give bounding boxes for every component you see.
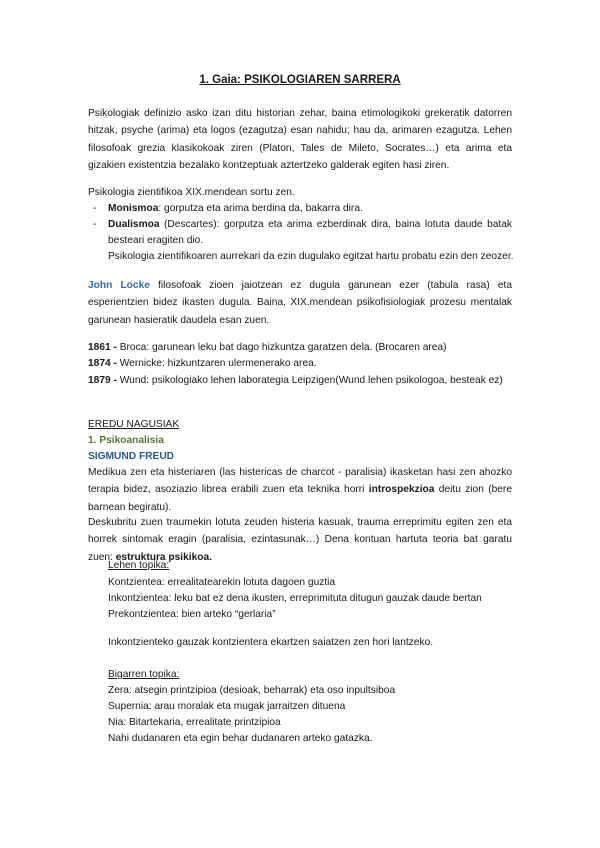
freud-p1-term: introspekzioa [368,484,435,496]
freud-paragraph-1 [88,464,512,516]
timeline-year: 1874 - [88,358,117,369]
page-title: 1. Gaia: PSIKOLOGIAREN SARRERA [199,74,401,86]
bullet-monismoa [108,201,512,217]
second-topic-item: Nahi dudanaren eta egin behar dudanaren arteko gatazka. [108,733,373,744]
second-topic-item: Supernia: arau moralak eta mugak jarraitzen dituena [108,701,346,712]
first-topic-heading: Lehen topika: [108,560,170,571]
first-topic-item: Prekontzientea: bien arteko “gerlaria” [108,609,276,620]
first-topic-note: Inkontzienteko gauzak kontzientera ekartzen saiatzen zen hori lantzeko. [108,637,434,648]
first-topic-item: Inkontzientea: leku bat ez dena ikusten, erreprimituta ditugun gauzak daude bertan [108,593,482,604]
timeline-item [88,341,447,355]
timeline-year: 1879 - [88,375,117,386]
second-topic-item: Nia: Bitartekaria, errealitate printzipioa [108,717,281,728]
locke-name: John Locke [88,280,150,291]
freud-p2-term: estruktura psikikoa. [115,551,213,563]
timeline-year: 1861 - [88,342,117,353]
timeline-text: Wund: psikologiako lehen laborategia Leipzigen(Wund lehen psikologoa, besteak ez) [119,375,503,386]
bullet-term: Monismoa [108,203,159,214]
bullet-dash: - [93,203,97,214]
bullet-term: Dualismoa [108,219,160,230]
second-topic-item: Zera: atsegin printzipioa (desioak, beharrak) eta oso inpultsiboa [108,685,396,696]
freud-p1-end: deitu zion (bere barnean begiratu). [88,484,512,513]
precedent-line: Psikologia zientifikoaren aurrekari da ezin dugulako egitzat hartu probatu ezin den zeozer. [108,251,514,262]
timeline-item [88,357,317,371]
freud-heading: SIGMUND FREUD [88,451,175,462]
timeline-text: Wernicke: hizkuntzaren ulermenerako area. [119,358,317,369]
locke-paragraph [88,277,512,329]
bullet-text: : gorputza eta arima berdina da, bakarra dira. [158,203,363,214]
bullet-dash: - [93,219,97,230]
freud-p1-text: Medikua zen eta histeriaren (las histericas de charcot - paralisia) ikasketan hasi zen ahozko terapia bidez, asoziazio librea erabili zuen eta teknika horri [88,467,512,496]
locke-text: filosofoak zioen jaiotzean ez dugula garunean ezer (tabula rasa) eta esperientzien bidez ikasten dugula. Baina, XIX.mendean psikofisiologiak prozesu mentalak garunean hasieratik daudela esan zuen. [88,280,512,326]
first-topic-item: Kontzientea: errealitatearekin lotuta dagoen guztia [108,577,336,588]
bullet-dualismoa [108,217,512,249]
second-topic-heading: Bigarren topika: [108,669,180,680]
psikoanalisia-heading: 1. Psikoanalisia [88,435,164,446]
models-heading: EREDU NAGUSIAK [88,419,180,430]
scientific-line: Psikologia zientifikoa XIX.mendean sortu zen. [88,187,295,198]
timeline-text: Broca: garunean leku bat dago hizkuntza garatzen dela. (Brocaren area) [119,342,447,353]
intro-paragraph: Psikologiak definizio asko izan ditu historian zehar, baina etimologikoki grekeratik datorren hitzak, psyche (arima) eta logos (ezagutza) esan nahidu; hau da, arimaren ezagutza. Lehen filosofoak grezia klasikokoak ziren (Platon, Tales de Mileto, Socrates…) eta arima eta gizakien existentzia bezalako kontzeptuak aztertzeko galderak egiten hasi ziren. [88,108,512,171]
timeline-item [88,374,503,388]
bullet-text: (Descartes): gorputza eta arima ezberdinak dira, baina lotuta daude batak besteari eragiten dio. [108,219,512,246]
freud-p2-text: Deskubritu zuen traumekin lotuta zeuden histeria kasuak, trauma erreprimitu egiten zen eta horrek sintomak eragin (paralisia, ezintasunak…) Dena kontuan hartuta teoria bat garatu zuen: [88,517,512,563]
